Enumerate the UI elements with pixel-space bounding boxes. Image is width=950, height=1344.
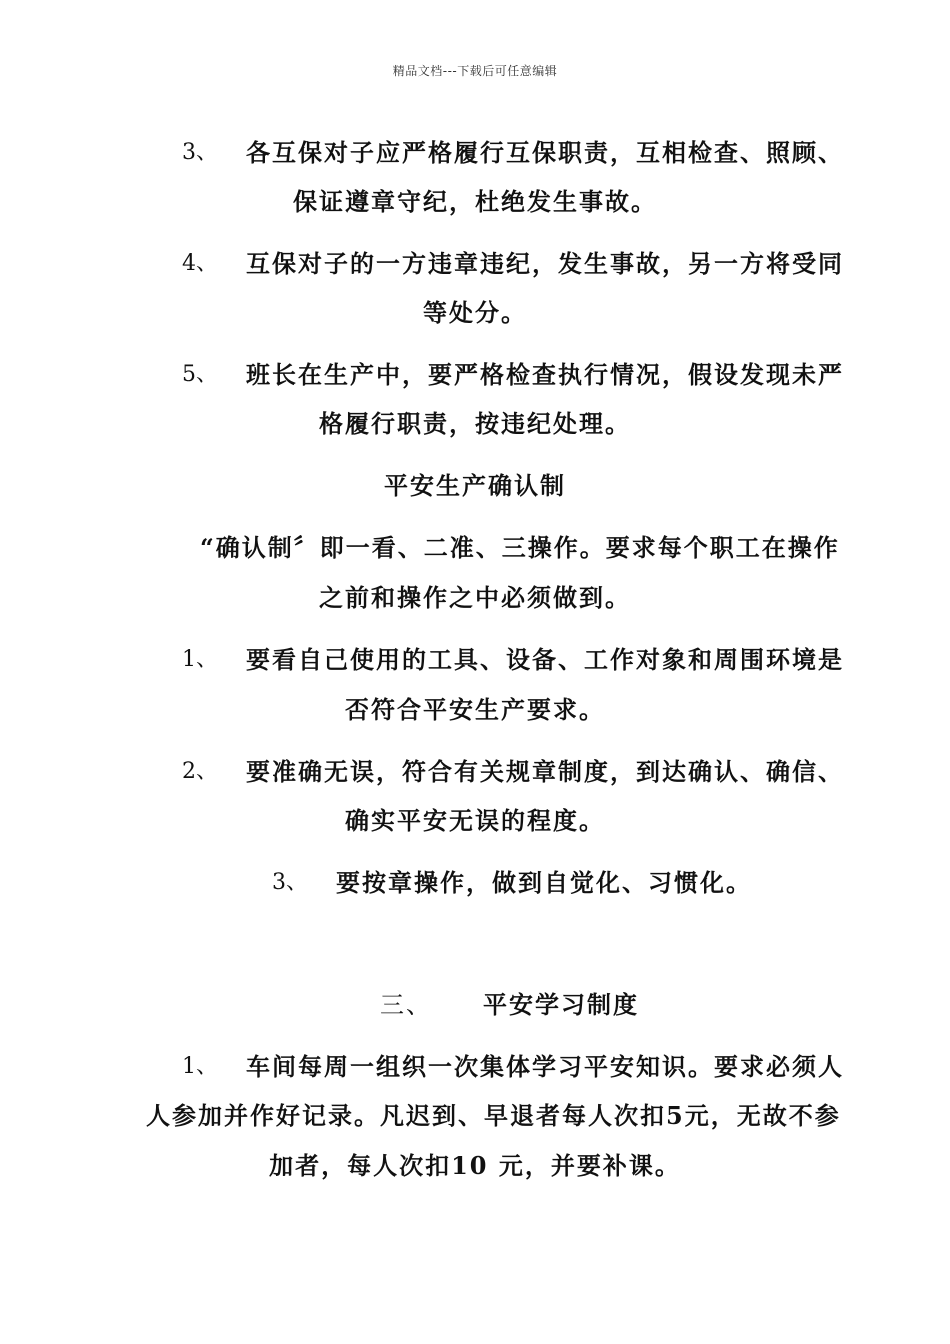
- item-number: 4、: [182, 251, 218, 276]
- item-number: 5、: [182, 362, 218, 387]
- item-number: 1、: [182, 1054, 218, 1079]
- item-text-line: 车间每周一组织一次集体学习平安知识。要求必须人: [246, 1052, 844, 1081]
- item-text-line: 确实平安无误的程度。: [345, 806, 605, 835]
- item-text-line: 各互保对子应严格履行互保职责，互相检查、照顾、: [246, 138, 844, 167]
- item-text-line: 人参加并作好记录。凡迟到、早退者每人次扣5元，无故不参: [146, 1101, 841, 1130]
- item-text-line: 要按章操作，做到自觉化、习惯化。: [336, 868, 752, 897]
- item-number: 1、: [182, 647, 218, 672]
- item-number: 2、: [182, 759, 218, 784]
- intro-line: 之前和操作之中必须做到。: [319, 583, 631, 612]
- item-number: 3、: [272, 870, 308, 895]
- item-number: 3、: [182, 140, 218, 165]
- intro-line: “确认制〞即一看、二准、三操作。要求每个职工在操作: [200, 533, 840, 562]
- item-text-line: 加者，每人次扣10 元，并要补课。: [269, 1151, 681, 1180]
- page-header: 精品文档---下载后可任意编辑: [392, 64, 558, 78]
- item-text-line: 互保对子的一方违章违纪，发生事故，另一方将受同: [246, 249, 844, 278]
- item-text-line: 班长在生产中，要严格检查执行情况，假设发现未严: [246, 360, 844, 389]
- section-title: 平安生产确认制: [384, 471, 566, 500]
- item-text-line: 否符合平安生产要求。: [345, 695, 605, 724]
- item-text-line: 要准确无误，符合有关规章制度，到达确认、确信、: [246, 757, 844, 786]
- item-text-line: 保证遵章守纪，杜绝发生事故。: [293, 187, 657, 216]
- item-text-line: 等处分。: [423, 298, 527, 327]
- item-text-line: 格履行职责，按违纪处理。: [319, 409, 631, 438]
- section-number: 三、: [380, 991, 432, 1019]
- section-title: 平安学习制度: [483, 990, 639, 1019]
- item-text-line: 要看自己使用的工具、设备、工作对象和周围环境是: [246, 645, 844, 674]
